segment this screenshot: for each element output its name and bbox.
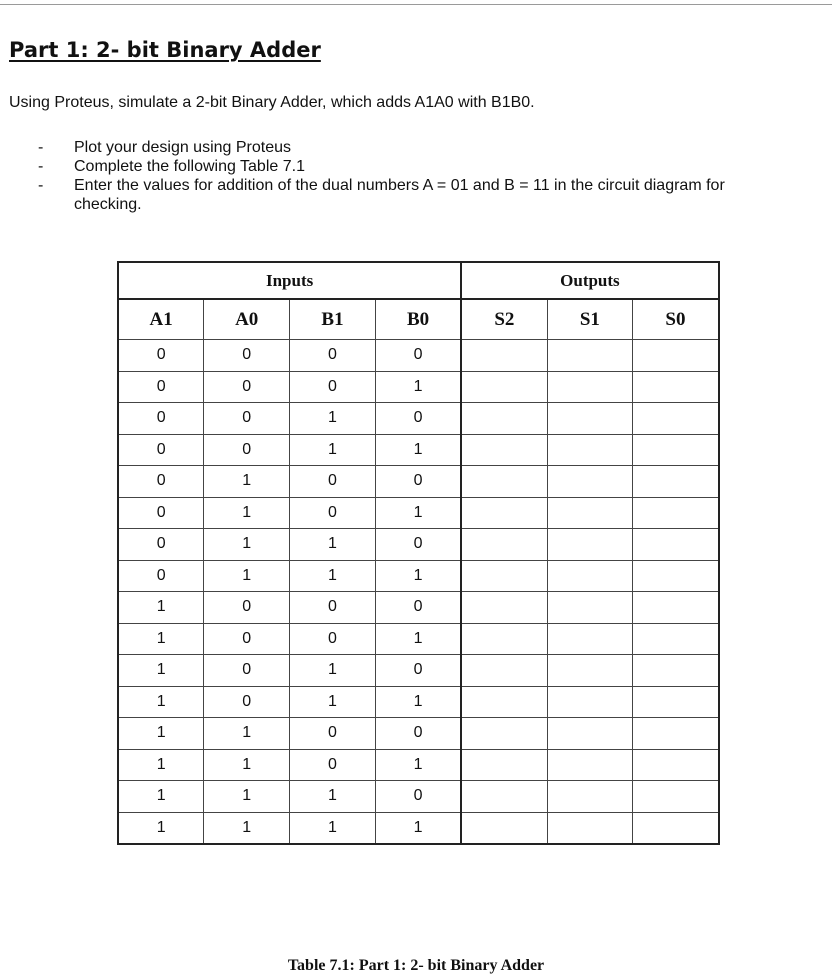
input-cell-a1: 0 — [118, 466, 204, 498]
output-cell-s2[interactable] — [461, 466, 547, 498]
table-body — [118, 340, 719, 845]
input-cell-b0: 0 — [375, 466, 461, 498]
output-cell-s2[interactable] — [461, 686, 547, 718]
input-cell-a0: 0 — [204, 655, 290, 687]
input-cell-b0: 1 — [375, 623, 461, 655]
truth-table — [117, 261, 720, 845]
task-item — [38, 176, 794, 214]
input-cell-a0: 0 — [204, 403, 290, 435]
output-cell-s1[interactable] — [547, 623, 633, 655]
table-row — [118, 560, 719, 592]
table-row — [118, 434, 719, 466]
table-row — [118, 371, 719, 403]
output-cell-s2[interactable] — [461, 812, 547, 844]
table-row — [118, 686, 719, 718]
output-cell-s2[interactable] — [461, 592, 547, 624]
column-header-s2: S2 — [461, 299, 547, 340]
output-cell-s0[interactable] — [633, 403, 719, 435]
input-cell-a0: 1 — [204, 466, 290, 498]
table-row — [118, 812, 719, 844]
output-cell-s1[interactable] — [547, 434, 633, 466]
output-cell-s1[interactable] — [547, 655, 633, 687]
output-cell-s1[interactable] — [547, 403, 633, 435]
input-cell-a0: 0 — [204, 340, 290, 372]
input-cell-b0: 0 — [375, 655, 461, 687]
table-row — [118, 718, 719, 750]
column-header-a0: A0 — [204, 299, 290, 340]
input-cell-b0: 1 — [375, 686, 461, 718]
column-header-b0: B0 — [375, 299, 461, 340]
input-cell-b0: 0 — [375, 592, 461, 624]
table-row — [118, 655, 719, 687]
column-header-b1: B1 — [290, 299, 376, 340]
input-cell-a1: 1 — [118, 655, 204, 687]
input-cell-b1: 1 — [290, 560, 376, 592]
input-cell-a0: 1 — [204, 749, 290, 781]
input-cell-b1: 1 — [290, 812, 376, 844]
input-cell-b0: 1 — [375, 497, 461, 529]
input-cell-b1: 0 — [290, 497, 376, 529]
task-text: Plot your design using Proteus — [74, 139, 292, 156]
input-cell-a0: 1 — [204, 560, 290, 592]
output-cell-s1[interactable] — [547, 749, 633, 781]
table-row — [118, 781, 719, 813]
table-row — [118, 466, 719, 498]
output-cell-s2[interactable] — [461, 781, 547, 813]
table-row — [118, 623, 719, 655]
input-cell-b0: 1 — [375, 560, 461, 592]
task-bullet: - — [38, 139, 44, 156]
input-cell-a1: 0 — [118, 403, 204, 435]
output-cell-s1[interactable] — [547, 340, 633, 372]
input-cell-a1: 0 — [118, 340, 204, 372]
input-cell-b0: 0 — [375, 781, 461, 813]
input-cell-a0: 0 — [204, 686, 290, 718]
input-cell-b0: 0 — [375, 529, 461, 561]
output-cell-s0[interactable] — [633, 686, 719, 718]
output-cell-s0[interactable] — [633, 371, 719, 403]
input-cell-a1: 0 — [118, 560, 204, 592]
input-cell-b0: 0 — [375, 340, 461, 372]
input-cell-a0: 0 — [204, 434, 290, 466]
input-cell-b0: 0 — [375, 718, 461, 750]
input-cell-b0: 1 — [375, 749, 461, 781]
intro-text: Using Proteus, simulate a 2-bit Binary Adder, which adds A1A0 with B1B0. — [9, 94, 535, 111]
input-cell-a0: 1 — [204, 718, 290, 750]
input-cell-a0: 0 — [204, 623, 290, 655]
input-cell-b0: 0 — [375, 403, 461, 435]
output-cell-s2[interactable] — [461, 434, 547, 466]
output-cell-s1[interactable] — [547, 497, 633, 529]
output-cell-s0[interactable] — [633, 749, 719, 781]
output-cell-s1[interactable] — [547, 371, 633, 403]
task-bullet: - — [38, 158, 44, 175]
output-cell-s1[interactable] — [547, 686, 633, 718]
output-cell-s2[interactable] — [461, 340, 547, 372]
output-cell-s1[interactable] — [547, 812, 633, 844]
input-cell-a1: 0 — [118, 434, 204, 466]
task-item — [38, 138, 794, 157]
output-cell-s0[interactable] — [633, 592, 719, 624]
top-divider — [0, 4, 832, 5]
input-cell-b1: 0 — [290, 718, 376, 750]
input-cell-a1: 0 — [118, 371, 204, 403]
input-cell-b0: 1 — [375, 371, 461, 403]
output-cell-s2[interactable] — [461, 497, 547, 529]
table-caption: Table 7.1: Part 1: 2- bit Binary Adder — [287, 957, 545, 974]
input-cell-b1: 0 — [290, 340, 376, 372]
input-cell-b1: 1 — [290, 686, 376, 718]
input-cell-b1: 0 — [290, 623, 376, 655]
input-cell-a0: 1 — [204, 781, 290, 813]
task-text: Enter the values for addition of the dual numbers A = 01 and B = 11 in the circuit diagram for checking. — [74, 177, 725, 213]
task-bullet: - — [38, 177, 44, 194]
output-cell-s0[interactable] — [633, 497, 719, 529]
output-cell-s1[interactable] — [547, 529, 633, 561]
input-cell-b0: 1 — [375, 812, 461, 844]
output-cell-s1[interactable] — [547, 560, 633, 592]
output-cell-s0[interactable] — [633, 529, 719, 561]
input-cell-a0: 0 — [204, 592, 290, 624]
input-cell-a1: 1 — [118, 718, 204, 750]
input-cell-a1: 0 — [118, 529, 204, 561]
output-cell-s0[interactable] — [633, 623, 719, 655]
output-cell-s2[interactable] — [461, 403, 547, 435]
table-row — [118, 592, 719, 624]
task-text: Complete the following Table 7.1 — [74, 158, 305, 175]
table-row — [118, 749, 719, 781]
input-cell-a0: 1 — [204, 497, 290, 529]
output-cell-s0[interactable] — [633, 340, 719, 372]
input-cell-b1: 1 — [290, 434, 376, 466]
output-cell-s1[interactable] — [547, 466, 633, 498]
column-header-a1: A1 — [118, 299, 204, 340]
output-cell-s1[interactable] — [547, 781, 633, 813]
table-row — [118, 497, 719, 529]
output-cell-s2[interactable] — [461, 623, 547, 655]
outputs-group-header: Outputs — [461, 262, 718, 299]
input-cell-b1: 0 — [290, 749, 376, 781]
output-cell-s1[interactable] — [547, 718, 633, 750]
input-cell-b1: 1 — [290, 403, 376, 435]
output-cell-s2[interactable] — [461, 655, 547, 687]
table-row — [118, 340, 719, 372]
output-cell-s2[interactable] — [461, 560, 547, 592]
input-cell-a1: 0 — [118, 497, 204, 529]
task-item — [38, 157, 794, 176]
input-cell-a0: 0 — [204, 371, 290, 403]
input-cell-a1: 1 — [118, 623, 204, 655]
input-cell-b1: 1 — [290, 529, 376, 561]
section-heading: Part 1: 2- bit Binary Adder — [9, 38, 321, 62]
input-cell-a0: 1 — [204, 529, 290, 561]
input-cell-b0: 1 — [375, 434, 461, 466]
output-cell-s0[interactable] — [633, 466, 719, 498]
output-cell-s0[interactable] — [633, 781, 719, 813]
output-cell-s0[interactable] — [633, 560, 719, 592]
input-cell-b1: 0 — [290, 371, 376, 403]
input-cell-a0: 1 — [204, 812, 290, 844]
inputs-group-header: Inputs — [118, 262, 461, 299]
task-list — [38, 138, 794, 214]
input-cell-a1: 1 — [118, 592, 204, 624]
output-cell-s0[interactable] — [633, 718, 719, 750]
column-header-s1: S1 — [547, 299, 633, 340]
table-row — [118, 403, 719, 435]
output-cell-s0[interactable] — [633, 812, 719, 844]
output-cell-s0[interactable] — [633, 434, 719, 466]
input-cell-b1: 0 — [290, 466, 376, 498]
input-cell-a1: 1 — [118, 781, 204, 813]
table-row — [118, 529, 719, 561]
output-cell-s2[interactable] — [461, 718, 547, 750]
input-cell-a1: 1 — [118, 749, 204, 781]
output-cell-s2[interactable] — [461, 529, 547, 561]
output-cell-s0[interactable] — [633, 655, 719, 687]
input-cell-b1: 1 — [290, 655, 376, 687]
column-header-s0: S0 — [633, 299, 719, 340]
input-cell-a1: 1 — [118, 686, 204, 718]
output-cell-s2[interactable] — [461, 749, 547, 781]
input-cell-b1: 1 — [290, 781, 376, 813]
input-cell-a1: 1 — [118, 812, 204, 844]
output-cell-s1[interactable] — [547, 592, 633, 624]
output-cell-s2[interactable] — [461, 371, 547, 403]
input-cell-b1: 0 — [290, 592, 376, 624]
